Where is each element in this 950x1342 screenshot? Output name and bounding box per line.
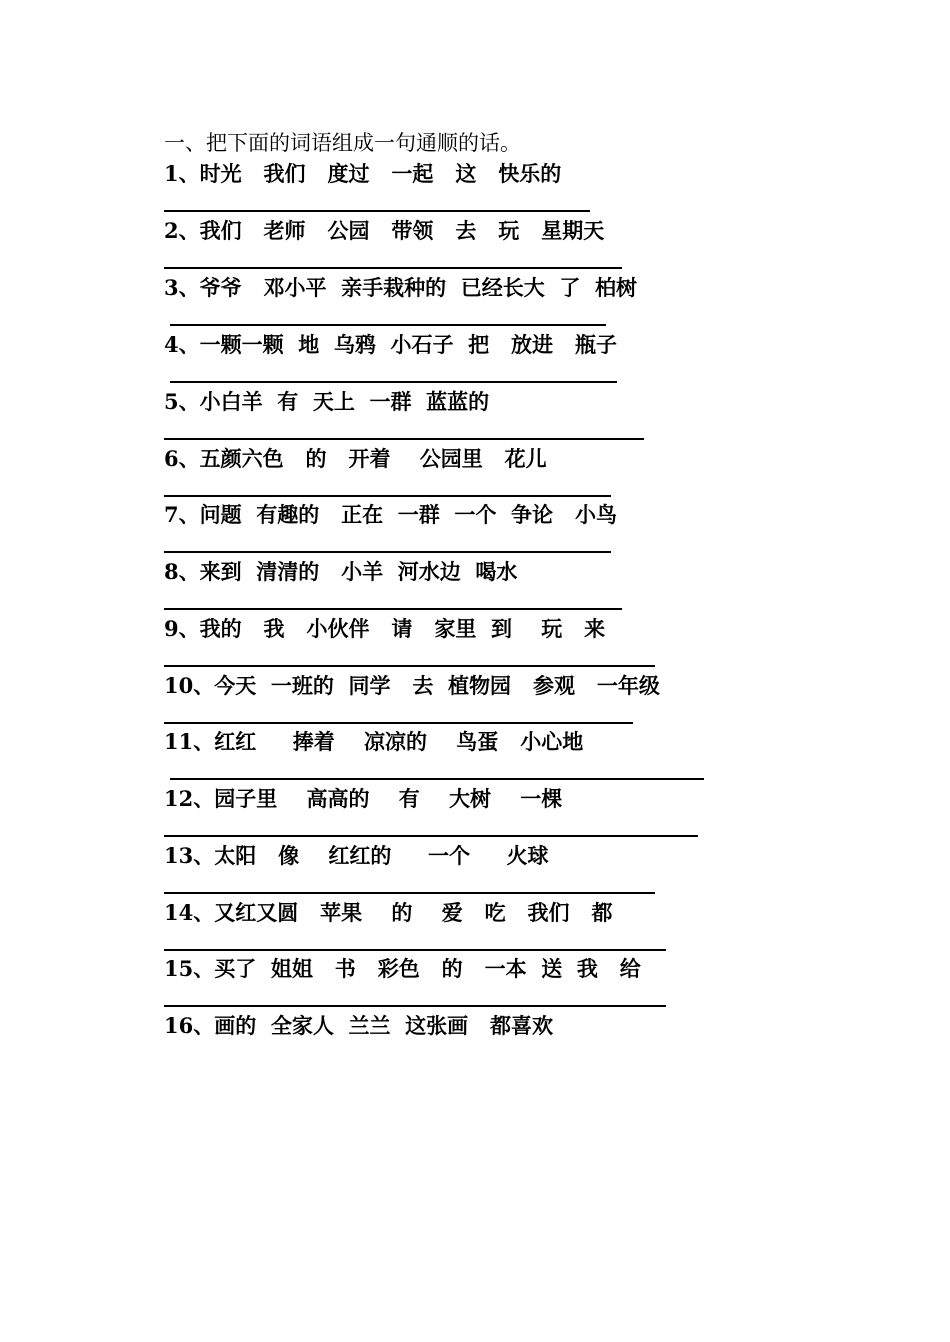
question-number: 13、	[164, 843, 215, 868]
question-words: 五颜六色 的 开着 公园里 花儿	[199, 446, 547, 471]
question-number: 1、	[164, 161, 200, 186]
question-words: 又红又圆 苹果 的 爱 吃 我们 都	[214, 900, 613, 925]
answer-line[interactable]	[164, 949, 666, 951]
answer-line[interactable]	[164, 1005, 666, 1007]
question-number: 12、	[164, 786, 215, 811]
question-words: 一颗一颗 地 乌鸦 小石子 把 放进 瓶子	[199, 332, 617, 357]
question-number: 11、	[164, 729, 215, 754]
question-number: 7、	[164, 502, 200, 527]
question-item	[164, 161, 561, 187]
question-number: 6、	[164, 446, 200, 471]
answer-line[interactable]	[170, 324, 606, 326]
question-item	[164, 786, 562, 812]
question-number: 14、	[164, 900, 215, 925]
answer-line[interactable]	[164, 267, 622, 269]
question-words: 园子里 高高的 有 大树 一棵	[214, 786, 563, 811]
question-item	[164, 502, 617, 528]
question-number: 16、	[164, 1013, 215, 1038]
question-words: 小白羊 有 天上 一群 蓝蓝的	[199, 389, 490, 414]
question-item	[164, 218, 604, 244]
question-number: 9、	[164, 616, 200, 641]
answer-line[interactable]	[164, 835, 698, 837]
question-item	[164, 559, 517, 585]
question-words: 问题 有趣的 正在 一群 一个 争论 小鸟	[199, 502, 617, 527]
question-number: 2、	[164, 218, 200, 243]
question-words: 我们 老师 公园 带领 去 玩 星期天	[199, 218, 605, 243]
question-words: 来到 清清的 小羊 河水边 喝水	[199, 559, 518, 584]
question-words: 画的 全家人 兰兰 这张画 都喜欢	[214, 1013, 554, 1038]
question-item	[164, 1013, 553, 1039]
question-words: 爷爷 邓小平 亲手栽种的 已经长大 了 柏树	[199, 275, 638, 300]
question-item	[164, 900, 612, 926]
question-item	[164, 332, 617, 358]
question-number: 4、	[164, 332, 200, 357]
question-number: 5、	[164, 389, 200, 414]
question-number: 15、	[164, 956, 215, 981]
question-words: 我的 我 小伙伴 请 家里 到 玩 来	[199, 616, 606, 641]
question-words: 红红 捧着 凉凉的 鸟蛋 小心地	[214, 729, 584, 754]
question-words: 今天 一班的 同学 去 植物园 参观 一年级	[214, 673, 660, 698]
answer-line[interactable]	[164, 608, 622, 610]
answer-line[interactable]	[170, 381, 617, 383]
question-item	[164, 673, 660, 699]
answer-line[interactable]	[164, 892, 655, 894]
question-number: 3、	[164, 275, 200, 300]
answer-line[interactable]	[164, 210, 590, 212]
question-words: 买了 姐姐 书 彩色 的 一本 送 我 给	[214, 956, 641, 981]
answer-line[interactable]	[164, 438, 644, 440]
question-item	[164, 843, 549, 869]
question-words: 时光 我们 度过 一起 这 快乐的	[199, 161, 562, 186]
answer-line[interactable]	[164, 551, 611, 553]
question-item	[164, 446, 547, 472]
answer-line[interactable]	[164, 665, 655, 667]
question-item	[164, 275, 637, 301]
question-number: 8、	[164, 559, 200, 584]
question-item	[164, 616, 605, 642]
answer-line[interactable]	[164, 722, 633, 724]
question-number: 10、	[164, 673, 215, 698]
worksheet-heading: 一、把下面的词语组成一句通顺的话。	[164, 131, 521, 155]
question-words: 太阳 像 红红的 一个 火球	[214, 843, 549, 868]
answer-line[interactable]	[164, 495, 611, 497]
answer-line[interactable]	[170, 778, 704, 780]
question-item	[164, 956, 641, 982]
question-item	[164, 389, 489, 415]
question-item	[164, 729, 583, 755]
